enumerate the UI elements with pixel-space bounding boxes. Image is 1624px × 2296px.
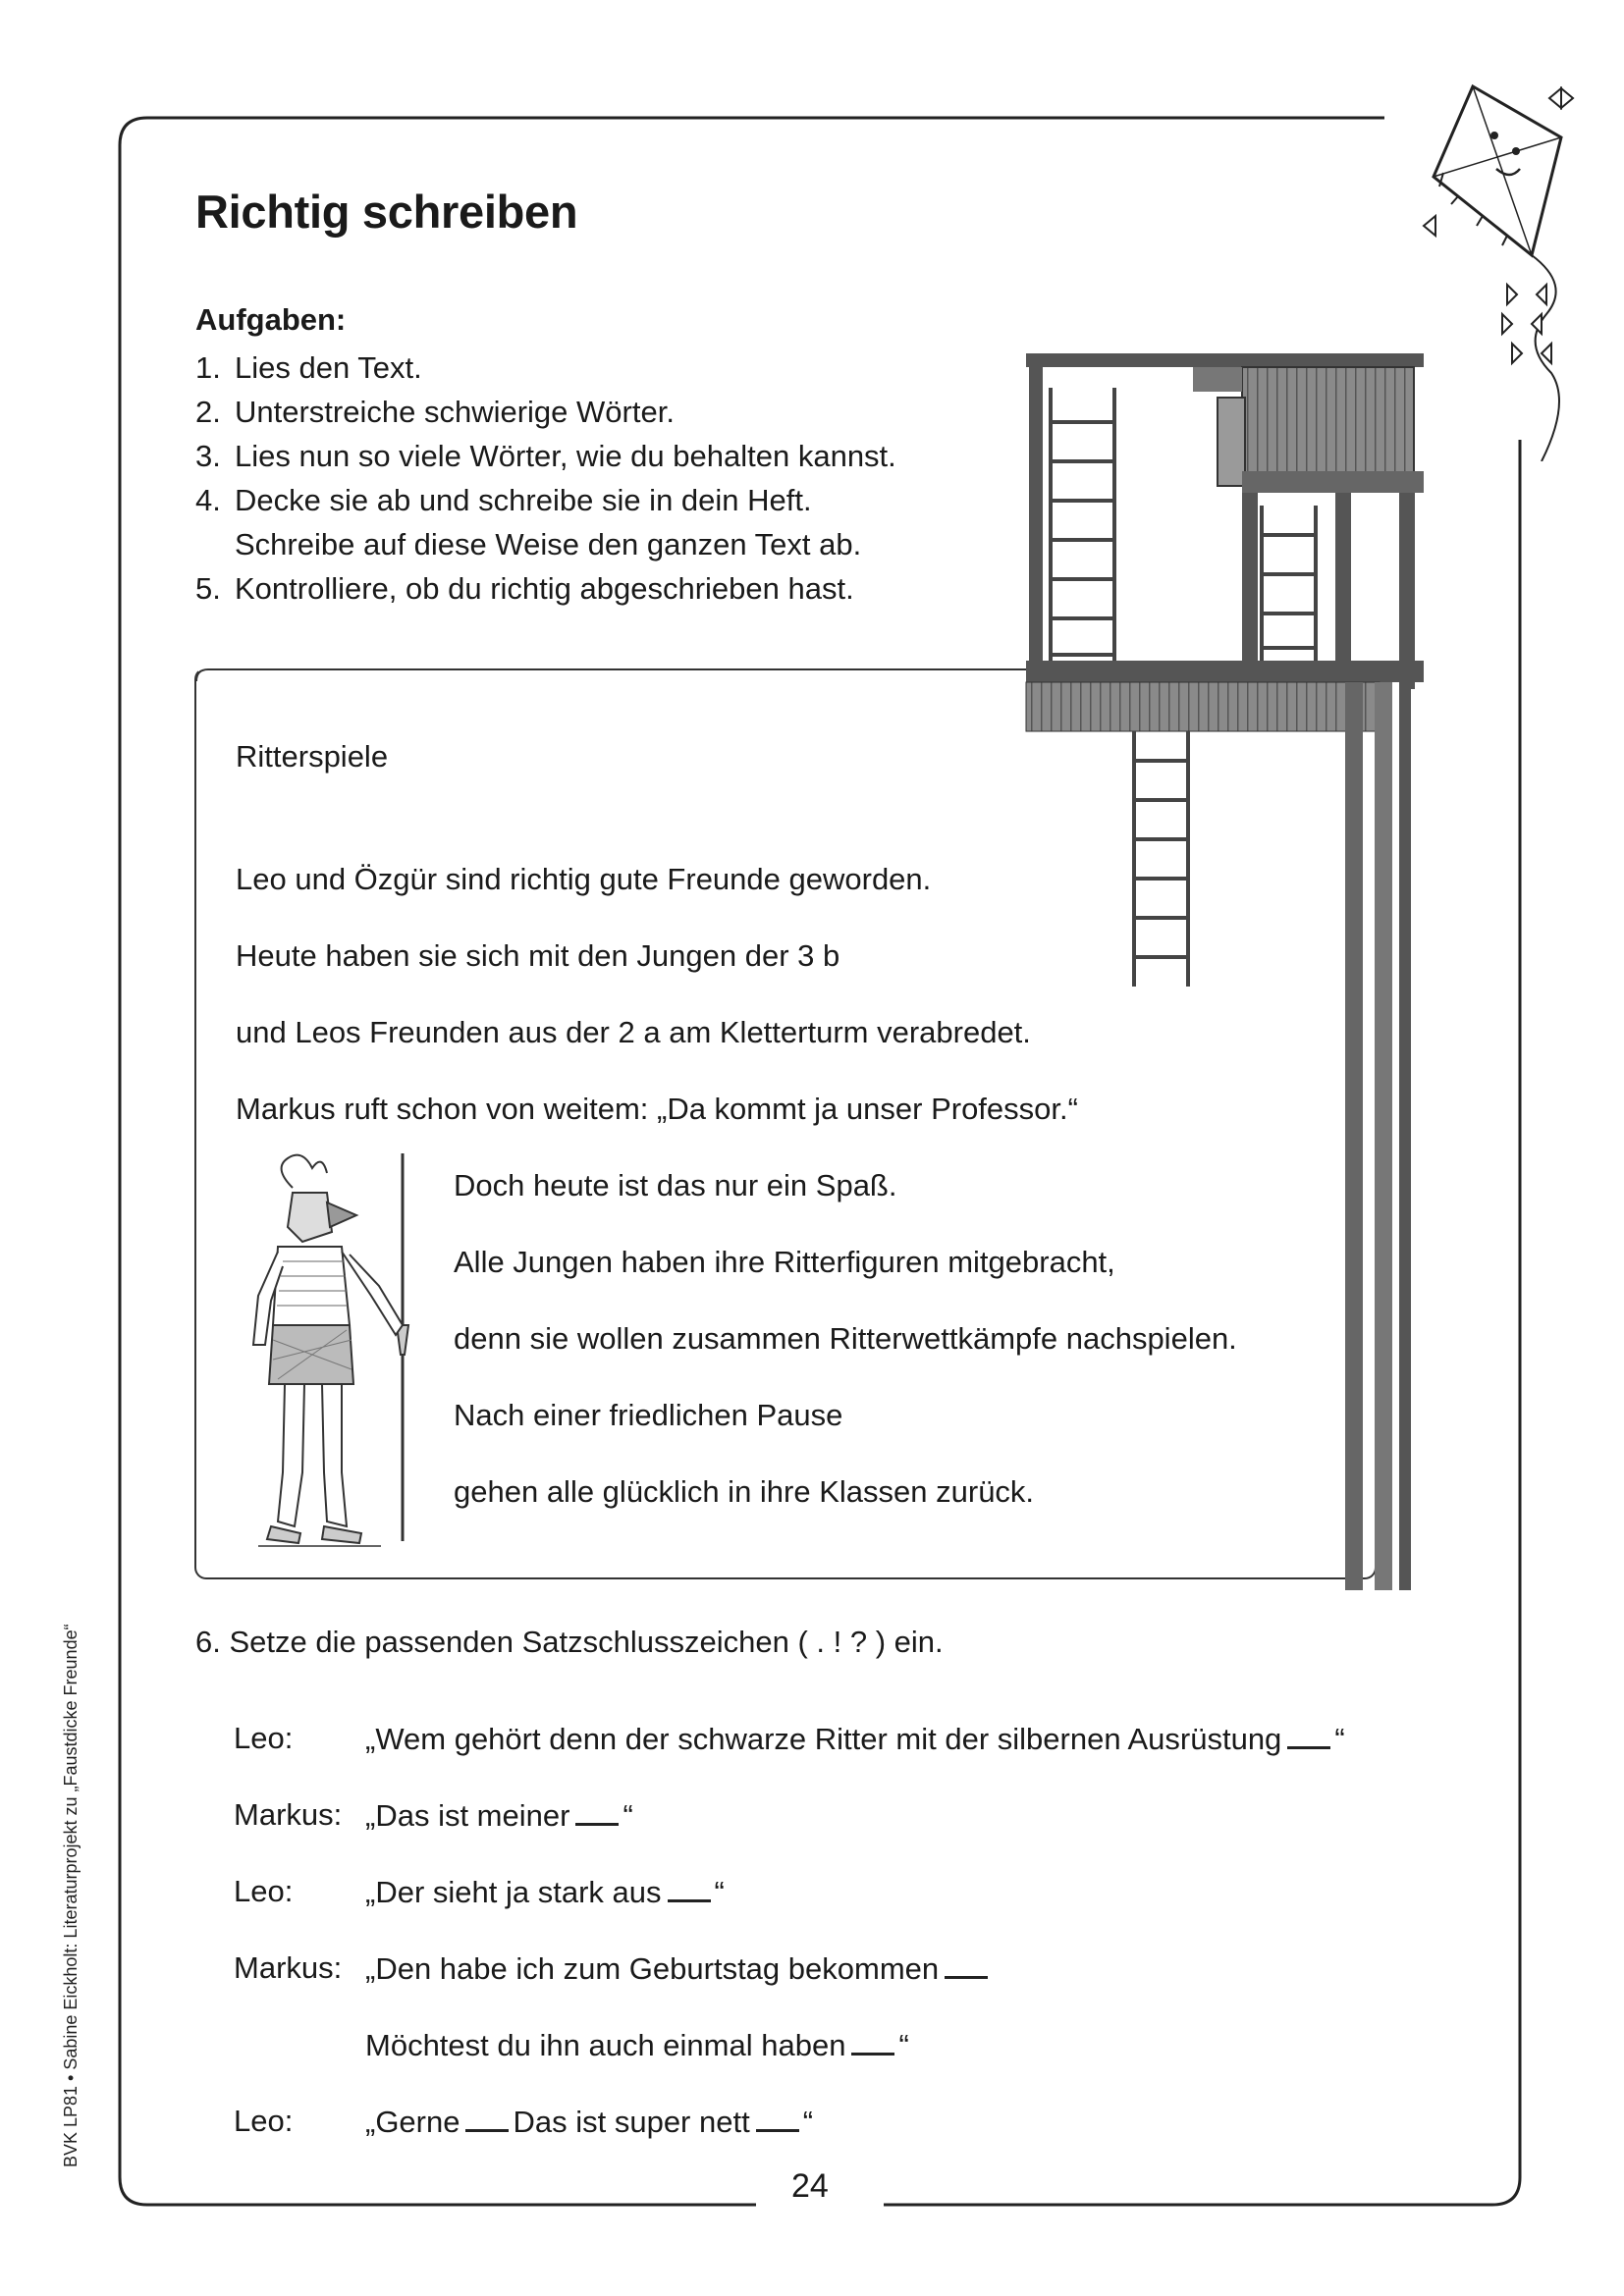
answer-blank[interactable] (945, 1950, 988, 1979)
climbing-tower-illustration (1021, 348, 1434, 1595)
story-line: Doch heute ist das nur ein Spaß. (454, 1168, 897, 1202)
tasks-heading: Aufgaben: (195, 302, 347, 337)
closing-quote: “ (714, 1875, 725, 1909)
exercise-instruction: 6. Setze die passenden Satzschlusszeichen ( . ! ? ) ein. (195, 1625, 944, 1659)
task-text: Lies den Text. (235, 350, 422, 385)
knight-illustration (234, 1148, 430, 1561)
dialogue-line (365, 1950, 992, 1987)
dialogue-line (365, 2027, 909, 2063)
task-item (195, 566, 896, 611)
dialogue-line (365, 1721, 1345, 1757)
dialogue-text: „Das ist meiner (365, 1798, 570, 1833)
answer-blank[interactable] (756, 2104, 799, 2132)
closing-quote: “ (802, 2105, 814, 2139)
dialogue-speaker: Leo: (234, 2104, 294, 2138)
task-number: 3. (195, 439, 221, 473)
task-item (195, 390, 896, 434)
closing-quote: “ (898, 2028, 909, 2062)
answer-blank[interactable] (465, 2104, 509, 2132)
task-number: 1. (195, 350, 221, 385)
answer-blank[interactable] (1287, 1721, 1330, 1749)
task-item (195, 522, 896, 566)
task-number: 5. (195, 571, 221, 606)
task-text: Unterstreiche schwierige Wörter. (235, 395, 675, 429)
task-list (195, 346, 896, 611)
task-text: Kontrolliere, ob du richtig abgeschrieben hast. (235, 571, 854, 606)
task-item (195, 478, 896, 522)
side-credit: BVK LP81 • Sabine Eickholt: Literaturprojekt zu „Faustdicke Freunde“ (61, 1624, 81, 2167)
story-line: gehen alle glücklich in ihre Klassen zurück. (454, 1474, 1035, 1509)
task-item (195, 346, 896, 390)
task-number: 2. (195, 395, 221, 429)
dialogue-line (365, 1874, 725, 1910)
story-line: Markus ruft schon von weitem: „Da kommt ja unser Professor.“ (236, 1092, 1078, 1126)
task-text: Lies nun so viele Wörter, wie du behalten kannst. (235, 439, 896, 473)
story-line: Leo und Özgür sind richtig gute Freunde geworden. (236, 862, 932, 896)
dialogue-line (365, 2104, 813, 2140)
task-text: Schreibe auf diese Weise den ganzen Text ab. (235, 527, 862, 561)
story-box-top-edge (194, 667, 1049, 681)
task-number: 4. (195, 483, 221, 517)
story-title: Ritterspiele (236, 739, 389, 774)
dialogue-text: „Den habe ich zum Geburtstag bekommen (365, 1951, 940, 1986)
dialogue-line (365, 1797, 633, 1834)
dialogue-speaker: Markus: (234, 1950, 343, 1985)
page-number: 24 (791, 2167, 829, 2205)
answer-blank[interactable] (668, 1874, 711, 1902)
story-line: und Leos Freunden aus der 2 a am Kletterturm verabredet. (236, 1015, 1031, 1049)
story-line: denn sie wollen zusammen Ritterwettkämpfe nachspielen. (454, 1321, 1237, 1356)
dialogue-text: „Wem gehört denn der schwarze Ritter mit der silbernen Ausrüstung (365, 1722, 1282, 1756)
task-text: Decke sie ab und schreibe sie in dein Heft. (235, 483, 812, 517)
dialogue-text: „Der sieht ja stark aus (365, 1875, 662, 1909)
page-title: Richtig schreiben (195, 186, 578, 238)
dialogue-speaker: Leo: (234, 1874, 294, 1908)
answer-blank[interactable] (575, 1797, 619, 1826)
answer-blank[interactable] (851, 2027, 894, 2056)
story-line: Heute haben sie sich mit den Jungen der 3 b (236, 938, 840, 973)
task-item (195, 434, 896, 478)
closing-quote: “ (623, 1798, 633, 1833)
kite-icon (1414, 79, 1591, 461)
dialogue-text: Das ist super nett (513, 2105, 750, 2139)
dialogue-speaker: Leo: (234, 1721, 294, 1755)
story-line: Alle Jungen haben ihre Ritterfiguren mitgebracht, (454, 1245, 1115, 1279)
dialogue-text: „Gerne (365, 2105, 460, 2139)
closing-quote: “ (1334, 1722, 1345, 1756)
dialogue-speaker: Markus: (234, 1797, 343, 1832)
story-line: Nach einer friedlichen Pause (454, 1398, 843, 1432)
dialogue-text: Möchtest du ihn auch einmal haben (365, 2028, 846, 2062)
